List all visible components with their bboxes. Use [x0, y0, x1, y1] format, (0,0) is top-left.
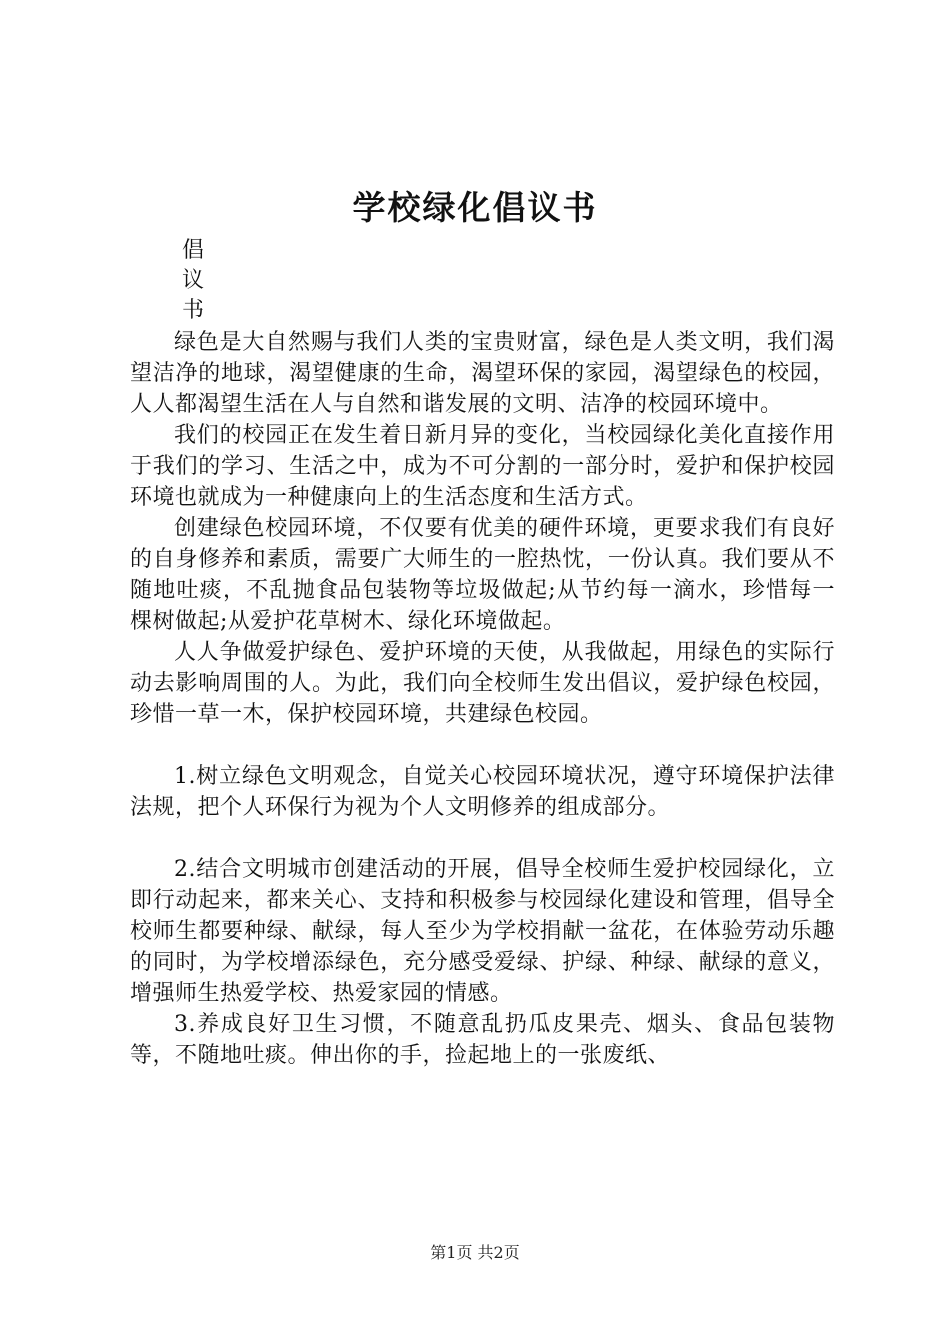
- heading-char-3: 书: [182, 298, 205, 323]
- document-body: [130, 327, 835, 1071]
- paragraph-item-2: 2.结合文明城市创建活动的开展，倡导全校师生爱护校园绿化，立即行动起来，都来关心、支持和积极参与校园绿化建设和管理，倡导全校师生都要种绿、献绿，每人至少为学校捐献一盆花，在体验劳动乐趣的同时，为学校增添绿色，充分感受爱绿、护绿、种绿、献绿的意义，增强师生热爱学校、热爱家园的情感。: [130, 857, 835, 1006]
- vertical-heading: [182, 236, 212, 326]
- paragraph-item-1: 1.树立绿色文明观念，自觉关心校园环境状况，遵守环境保护法律法规，把个人环保行为视为个人文明修养的组成部分。: [130, 764, 835, 820]
- heading-char-1: 倡: [182, 238, 205, 263]
- page-footer: 第1页 共2页: [430, 1243, 520, 1262]
- paragraph-green-campus: 创建绿色校园环境，不仅要有优美的硬件环境，更要求我们有良好的自身修养和素质，需要广大师生的一腔热忱，一份认真。我们要从不随地吐痰，不乱抛食品包装物等垃圾做起;从节约每一滴水，珍惜每一棵树做起;从爱护花草树木、绿化环境做起。: [130, 516, 835, 634]
- paragraph-item-3: 3.养成良好卫生习惯，不随意乱扔瓜皮果壳、烟头、食品包装物等，不随地吐痰。伸出你的手，捡起地上的一张废纸、: [130, 1012, 835, 1068]
- paragraph-intro: 绿色是大自然赐与我们人类的宝贵财富，绿色是人类文明，我们渴望洁净的地球，渴望健康的生命，渴望环保的家园，渴望绿色的校园，人人都渴望生活在人与自然和谐发展的文明、洁净的校园环境中。: [130, 330, 835, 417]
- heading-char-2: 议: [182, 268, 205, 293]
- paragraph-call-to-action: 人人争做爱护绿色、爱护环境的天使，从我做起，用绿色的实际行动去影响周围的人。为此，我们向全校师生发出倡议，爱护绿色校园，珍惜一草一木，保护校园环境，共建绿色校园。: [130, 640, 835, 727]
- document-title: 学校绿化倡议书: [352, 188, 598, 227]
- paragraph-campus-change: 我们的校园正在发生着日新月异的变化，当校园绿化美化直接作用于我们的学习、生活之中，成为不可分割的一部分时，爱护和保护校园环境也就成为一种健康向上的生活态度和生活方式。: [130, 423, 835, 510]
